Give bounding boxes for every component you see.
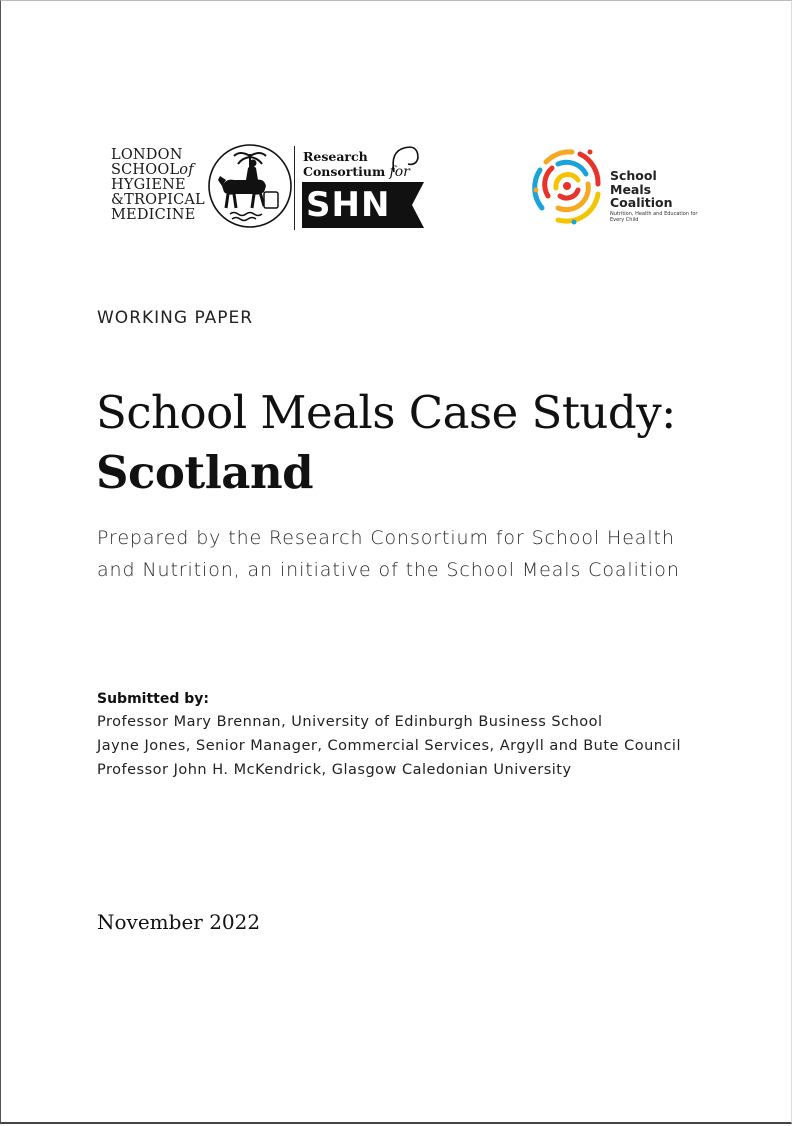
- lshtm-line-2: SCHOOLof: [111, 162, 194, 178]
- author-line: Jayne Jones, Senior Manager, Commercial Services, Argyll and Bute Council: [97, 738, 681, 754]
- title-line-1: School Meals Case Study:: [96, 386, 676, 439]
- shn-swoosh-icon: [388, 142, 424, 176]
- author-line: Professor John H. McKendrick, Glasgow Caledonian University: [97, 762, 572, 778]
- title-line-2: Scotland: [96, 446, 314, 499]
- smc-name-line-3: Coalition: [610, 195, 673, 210]
- lshtm-line-4: &TROPICAL: [111, 192, 205, 208]
- smc-name-line-2: Meals: [610, 181, 652, 197]
- smc-wordmark: [610, 169, 673, 210]
- submitted-by-heading: Submitted by:: [97, 691, 209, 707]
- publication-date: November 2022: [97, 910, 261, 934]
- smc-name-line-1: School: [610, 168, 657, 183]
- submitted-by-section: [97, 688, 681, 782]
- document-type-label: WORKING PAPER: [97, 308, 254, 328]
- lshtm-wordmark: [111, 148, 205, 223]
- shn-logo: [302, 142, 427, 232]
- lshtm-line-3: HYGIENE: [111, 177, 186, 193]
- author-line: Professor Mary Brennan, University of Edinburgh Business School: [97, 714, 603, 730]
- lshtm-seal-icon: [206, 142, 294, 230]
- smc-rings-icon: [528, 144, 606, 228]
- subtitle-line-2: and Nutrition, an initiative of the School Meals Coalition: [97, 559, 680, 581]
- logo-divider: [294, 146, 295, 230]
- subtitle: [97, 522, 737, 586]
- smc-logo: [528, 144, 698, 230]
- page-title: [96, 383, 676, 503]
- shn-line-2: Consortium for: [303, 164, 410, 180]
- lshtm-line-5: MEDICINE: [111, 207, 196, 223]
- lshtm-line-1: LONDON: [111, 147, 183, 163]
- subtitle-line-1: Prepared by the Research Consortium for School Health: [97, 527, 675, 549]
- shn-line-1: Research: [303, 149, 368, 164]
- smc-tagline: Nutrition, Health and Education for Every Child: [610, 211, 698, 223]
- shn-wordmark: SHN: [306, 185, 391, 225]
- lshtm-logo: [108, 140, 294, 232]
